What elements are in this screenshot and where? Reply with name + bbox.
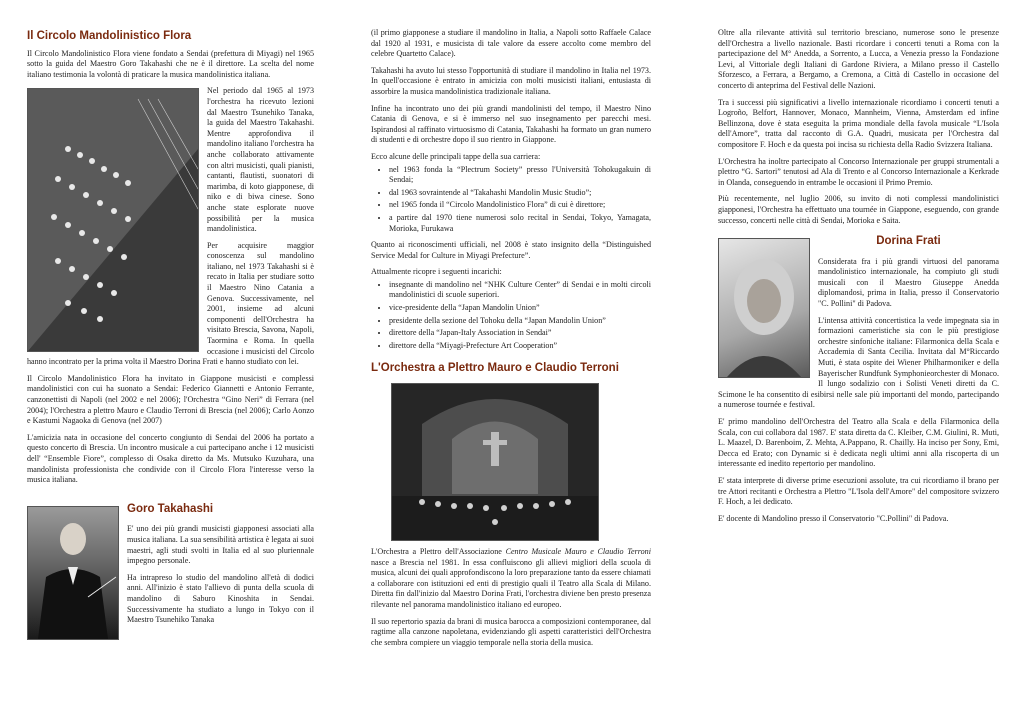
list-item: • vice-presidente della “Japan Mandolin Union” xyxy=(389,303,651,314)
career-list xyxy=(371,165,651,235)
circolo-paragraph-4: Il Circolo Mandolinistico Flora ha invitato in Giappone musicisti e complessi mandolinistici con cui ha suonato a Sendai: Federico Giannetti e Antonio Ferrante, canzonettisti di Napoli (nel 2002 e nel 2006); l'Orchestra “Gino Neri” di Ferrara (nel 2004); l'Orchestra a plettro Mauro e Claudio Terroni di Brescia (nel 2006); Carlo Aonzo e Kastumi Nagaoka di Genova (nel 2007) xyxy=(27,373,314,426)
list-item: • direttore della “Miyagi-Prefecture Art Cooperation” xyxy=(389,341,651,352)
goro-continued-paragraph: (il primo giapponese a studiare il mandolino in Italia, a Napoli sotto Raffaele Calace dal 1920 al 1931, e musicista di tale valore da essere accolto come membro del celebre Quartetto Calace). xyxy=(371,28,651,59)
goro-heading: Goro Takahashi xyxy=(127,502,214,515)
orchestra-stairs-photo xyxy=(27,88,199,352)
list-item: • nel 1965 fonda il “Circolo Mandolinistico Flora” di cui è direttore; xyxy=(389,200,651,211)
circolo-paragraph-5: L'amicizia nata in occasione del concerto congiunto di Sendai del 2006 ha portato a questo concerto di Brescia. Un incontro musicale a cui partecipano anche i 12 musicisti dell' “Ensemble Fiore”, complesso di Osaka diretto da Ms. Mutsuko Kuzuhara, una mandolinista professionista che condivide con il Circolo Flora l'interesse verso la musica italiana. xyxy=(27,432,314,485)
list-item: • dal 1963 sovraintende al “Takahashi Mandolin Music Studio”; xyxy=(389,188,651,199)
orchestra-heading: L'Orchestra a Plettro Mauro e Claudio Terroni xyxy=(371,362,619,375)
roles-intro: Attualmente ricopre i seguenti incarichi: xyxy=(371,267,502,277)
dorina-heading: Dorina Frati xyxy=(876,235,941,248)
goro-takahashi-photo xyxy=(27,506,119,640)
national-concerts-paragraph: Oltre alla rilevante attività sul territorio bresciano, numerose sono le presenze dell'Orchestra a livello nazionale. Basti ricordare i concerti tenuti a Roma con la partecipazione del M° Anedda, a Sorrento, a Lucca, a Venezia presso la Fondazione Levi, al Vittoriale degli Italiani di Gardone Riviera, a Milano presso il Castello Sforzesco, a Ferrara, a Bergamo, a Cremona, a Città di Castello in occasione del concerto di anteprima del Festival delle Nazioni. xyxy=(718,28,999,90)
orchestra-paragraph-2: Il suo repertorio spazia da brani di musica barocca a composizioni contemporanee, dal ragtime alla canzone napoletana, evidenziando gli aspetti caratteristici dell'Orchestra che sembra compiere un viaggio temporale nella storia della musica. xyxy=(371,616,651,647)
dorina-section xyxy=(718,236,999,524)
list-item: • insegnante di mandolino nel “NHK Culture Center” di Sendai e in molti circoli mandolinistici di scuole superiori. xyxy=(389,280,651,301)
orchestra-stairs-illustration xyxy=(28,89,198,351)
dorina-paragraph-2: L'intensa attività concertistica la vede impegnata sia in formazioni cameristiche sia con le più prestigiose orchestre sinfoniche italiane: Filarmonica della Scala e Accademia di Santa Cecilia. Invitata dal M°Riccardo Muti, è stata ospite dei Wiener Philharmoniker e della Bayerischer Rundfunk Symphonieorchester di Monaco. Il lungo sodalizio con i Solisti Veneti diretti da C. Scimone le ha consentito di esibirsi nelle sale più importanti del mondo, partecipando a numerose tournée e festival. xyxy=(718,315,999,410)
orchestra-paragraph-1: L'Orchestra a Plettro dell'Associazione Centro Musicale Mauro e Claudio Terroni nasce a Brescia nel 1981. In essa confluiscono gli allievi migliori della scuola di musica, alcuni dei quali approfondiscono la loro preparazione tanto da essere chiamati a collaborare con istituzioni ed enti di prestigio quali il Teatro alla Scala di Milano. Diretta fin dall'inizio dal Maestro Dorina Frati, l'orchestra diviene ben presto presenza rilevante nel panorama mandolinistico italiano ed europeo. xyxy=(371,547,651,609)
dorina-frati-photo xyxy=(718,238,810,378)
career-intro: Ecco alcune delle principali tappe della sua carriera: xyxy=(371,151,541,161)
column-left xyxy=(27,28,314,642)
goro-catania-paragraph: Infine ha incontrato uno dei più grandi mandolinisti del tempo, il Maestro Nino Catania di Genova, e si è immerso nel suo insegnamento per parecchi mesi. Ispirandosi al raffinato virtuosismo di Catania, Takahashi ha formato un gran numero di studenti e di orchestre dopo il suo rientro in Giappone. xyxy=(371,103,651,145)
portrait-conductor-illustration xyxy=(28,507,118,639)
church-concert-illustration xyxy=(392,384,598,540)
list-item: • a partire dal 1970 tiene numerosi solo recital in Sendai, Tokyo, Yamagata, Morioka, Furukawa xyxy=(389,213,651,234)
list-item: • direttore della “Japan-Italy Association in Sendai” xyxy=(389,328,651,339)
japan-tour-paragraph: Più recentemente, nel luglio 2006, su invito di noti complessi mandolinistici giapponesi, l'Orchestra ha effettuato una tournée in Giappone, eseguendo, con grande successo, concerti nelle città di Sendai, Morioka e Saita. xyxy=(718,194,999,225)
competitions-paragraph: L'Orchestra ha inoltre partecipato al Concorso Internazionale per gruppi strumentali a plettro “G. Sartori” tenutosi ad Ala di Trento e al Concorso Internazionale a Kerkrade in Olanda, conseguendo in entrambe le occasioni il Primo Premio. xyxy=(718,156,999,187)
circolo-paragraph-1: Il Circolo Mandolinistico Flora viene fondato a Sendai (prefettura di Miyagi) nel 1965 sotto la guida del Maestro Goro Takahashi che ne è il direttore. La scelta del nome italiano testimonia la volontà di praticare la musica mandolinistica italiana. xyxy=(27,48,314,79)
column-right xyxy=(718,28,999,530)
circolo-paragraph-3: Per acquisire maggior conoscenza sul mandolino italiano, nel 1973 Takahashi si è recato in Italia per studiare sotto il Maestro Nino Catania a Genova. Successivamente, nel 2001, insieme ad alcuni componenti dell'Orchestra ha visitato Brescia, Savona, Napoli, Taormina e Roma. In quella occasione i musicisti del Circolo hanno incontrato per la prima volta il Maestro Dorina Frati e hanno studiato con lei. xyxy=(27,240,314,367)
goro-paragraph-1: E' uno dei più grandi musicisti giapponesi associati alla musica italiana. La sua sensibilità artistica è legata ai suoi maestri, agli studi svolti in Italia ed al suo pluriennale impegno personale. xyxy=(127,524,314,566)
goro-paragraph-2: Ha intrapreso lo studio del mandolino all'età di dodici anni. All'inizio è stato l'allievo di punta della scuola di mandolino di Saburo Kinoshita in Sendai. Successivamente ha studiato a lungo in Tokyo con il Maestro Tsunehiko Tanaka xyxy=(127,572,314,625)
dorina-paragraph-1: Considerata fra i più grandi virtuosi del panorama mandolinistico internazionale, ha compiuto gli studi musicali con il Maestro Giuseppe Anedda diplomandosi, prima in Italia, presso il Conservatorio "C. Pollini" di Padova. xyxy=(818,256,999,309)
list-item: • nel 1963 fonda la “Plectrum Society” presso l'Università Tohokugakuin di Sendai; xyxy=(389,165,651,186)
award-paragraph: Quanto ai riconoscimenti ufficiali, nel 2008 è stato insignito della “Distinguished Service Medal for Culture in Miyagi Prefecture”. xyxy=(371,240,651,260)
circolo-paragraph-2: Nel periodo dal 1965 al 1973 l'orchestra ha ricevuto lezioni dal Maestro Tsunehiko Tanaka, la guida del Maestro Takahashi. Mentre approfondiva il mandolino italiano l'orchestra ha anche collaborato attivamente con altri musicisti, quali pianisti, cantanti, flautisti, suonatori di marimba, di koto giapponese, di niko e di biwa cinese. Sono anche state esplorate nuove possibilità per la musica mandolinistica. xyxy=(207,86,314,234)
dorina-paragraph-4: E' stata interprete di diverse prime esecuzioni assolute, tra cui ricordiamo il brano per tre Attori recitanti e Orchestra a Plettro "L'Isola dell'Amore" del compositore svizzero F. Hoch, a lei dedicato. xyxy=(718,475,999,507)
dorina-paragraph-3: E' primo mandolino dell'Orchestra del Teatro alla Scala e della Filarmonica della Scala, con cui collabora dal 1987. E' stata diretta da C. Kleiber, C.M. Giulini, R. Muti, L. Maazel, D. Barenboim, Z. Mehta, A.Pappano, R. Chailly. Ha inciso per Sony, Emi, Decca ed Erato; con Dynamic si è dedicata negli ultimi anni alla riscoperta di un interessante ed inedito repertorio per mandolino. xyxy=(718,417,999,469)
roles-list xyxy=(371,280,651,352)
portrait-woman-illustration xyxy=(719,239,809,377)
orchestra-church-photo xyxy=(391,383,599,541)
column-middle xyxy=(371,28,651,654)
goro-italy-paragraph: Takahashi ha avuto lui stesso l'opportunità di studiare il mandolino in Italia nel 1973. In quell'occasione è entrato in amicizia con molti musicisti italiani, entusiasta di assorbire la musica mandolinistica tradizionale italiana. xyxy=(371,65,651,96)
dorina-paragraph-5: E' docente di Mandolino presso il Conservatorio "C.Pollini" di Padova. xyxy=(718,513,949,523)
goro-section xyxy=(27,504,314,626)
international-concerts-paragraph: Tra i successi più significativi a livello internazionale ricordiamo i concerti tenuti a Logroño, Belfort, Hannover, Monaco, Mannheim, Vienna, Amsterdam ed infine Bellinzona, dove è stata eseguita la prima mondiale della favola musicale “L'Isola dell'Amore”, tratta dal racconto di G.A. Quadri, musicata per l'Orchestra dal compositore F. Hoch e da questa poi incisa su richiesta della Radio Svizzera Italiana. xyxy=(718,97,999,149)
list-item: • presidente della sezione del Tohoku della “Japan Mandolin Union” xyxy=(389,316,651,327)
circolo-heading: Il Circolo Mandolinistico Flora xyxy=(27,30,192,42)
